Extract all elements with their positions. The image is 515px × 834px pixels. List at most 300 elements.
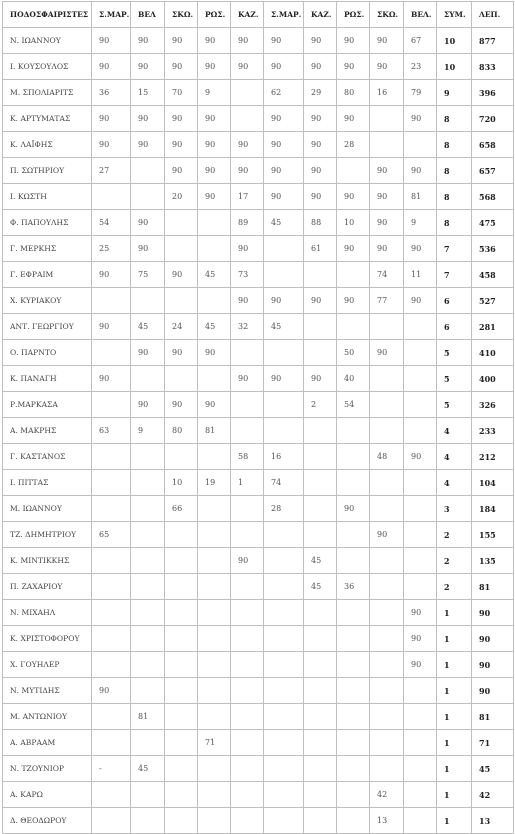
table-row [3, 626, 514, 652]
minutes-cell [198, 210, 231, 236]
minutes-cell: 90 [131, 392, 165, 418]
table-row [3, 184, 514, 210]
total-games-cell: 9 [437, 80, 472, 106]
header-row [3, 2, 514, 28]
player-name: Ο. ΠΑΡΝΤΟ [3, 340, 92, 366]
minutes-cell [337, 808, 370, 834]
minutes-cell: 90 [92, 28, 131, 54]
minutes-cell: 90 [165, 28, 198, 54]
minutes-cell [404, 132, 437, 158]
minutes-cell: 81 [404, 184, 437, 210]
minutes-cell: 90 [264, 132, 304, 158]
minutes-cell [198, 522, 231, 548]
minutes-cell [304, 444, 337, 470]
minutes-cell: 17 [231, 184, 264, 210]
minutes-cell [337, 600, 370, 626]
minutes-cell [337, 158, 370, 184]
player-name: Μ. ΣΠΟΛΙΑΡΙΤΣ [3, 80, 92, 106]
minutes-cell [198, 366, 231, 392]
player-name: Α. ΑΒΡΑΑΜ [3, 730, 92, 756]
total-minutes-cell: 90 [472, 678, 514, 704]
minutes-cell: 90 [231, 28, 264, 54]
minutes-cell: 89 [231, 210, 264, 236]
minutes-cell [304, 522, 337, 548]
minutes-cell: 45 [304, 548, 337, 574]
minutes-cell [337, 548, 370, 574]
table-row [3, 366, 514, 392]
minutes-cell [131, 652, 165, 678]
total-games-cell: 6 [437, 288, 472, 314]
minutes-cell [304, 626, 337, 652]
minutes-cell: 90 [370, 210, 404, 236]
minutes-cell: 90 [264, 54, 304, 80]
minutes-cell: 90 [198, 106, 231, 132]
header-col-9: ΣΚΩ. [370, 2, 404, 28]
player-name: Ρ.ΜΑΡΚΑΣΑ [3, 392, 92, 418]
minutes-cell: 90 [404, 106, 437, 132]
minutes-cell: 73 [231, 262, 264, 288]
minutes-cell: 90 [404, 158, 437, 184]
player-name: ΑΝΤ. ΓΕΩΡΓΙΟΥ [3, 314, 92, 340]
minutes-cell: 90 [131, 54, 165, 80]
minutes-cell: 90 [231, 366, 264, 392]
minutes-cell: 9 [131, 418, 165, 444]
minutes-cell: 90 [337, 288, 370, 314]
minutes-cell [337, 470, 370, 496]
minutes-cell: 81 [131, 704, 165, 730]
total-minutes-cell: 536 [472, 236, 514, 262]
minutes-cell: 90 [231, 236, 264, 262]
minutes-cell [165, 626, 198, 652]
minutes-cell [370, 106, 404, 132]
minutes-cell [337, 444, 370, 470]
player-name: Μ. ΑΝΤΩΝΙΟΥ [3, 704, 92, 730]
total-minutes-cell: 233 [472, 418, 514, 444]
total-games-cell: 6 [437, 314, 472, 340]
table-row [3, 522, 514, 548]
total-minutes-cell: 568 [472, 184, 514, 210]
header-player: ΠΟΔΟΣΦΑΙΡΙΣΤΕΣ [3, 2, 92, 28]
minutes-cell [131, 548, 165, 574]
minutes-cell: 90 [304, 184, 337, 210]
minutes-cell: 71 [198, 730, 231, 756]
minutes-cell [92, 548, 131, 574]
minutes-cell [165, 756, 198, 782]
minutes-cell [370, 574, 404, 600]
minutes-cell: 29 [304, 80, 337, 106]
minutes-cell [304, 782, 337, 808]
minutes-cell [131, 626, 165, 652]
minutes-cell [304, 262, 337, 288]
table-body [3, 28, 514, 834]
minutes-cell: 90 [92, 54, 131, 80]
minutes-cell: 10 [337, 210, 370, 236]
minutes-cell: 48 [370, 444, 404, 470]
table-row [3, 236, 514, 262]
minutes-cell: 20 [165, 184, 198, 210]
player-name: Μ. ΙΩΑΝΝΟΥ [3, 496, 92, 522]
minutes-cell [198, 288, 231, 314]
minutes-cell: 90 [92, 262, 131, 288]
minutes-cell: 90 [337, 54, 370, 80]
minutes-cell [198, 704, 231, 730]
player-name: Α. ΚΑΡΩ [3, 782, 92, 808]
table-row [3, 730, 514, 756]
minutes-cell [131, 808, 165, 834]
minutes-cell: 90 [131, 28, 165, 54]
minutes-cell [370, 470, 404, 496]
minutes-cell: 90 [404, 444, 437, 470]
minutes-cell [131, 288, 165, 314]
minutes-cell: 90 [165, 54, 198, 80]
table-row [3, 132, 514, 158]
table-row [3, 314, 514, 340]
total-games-cell: 1 [437, 730, 472, 756]
minutes-cell: 90 [264, 106, 304, 132]
minutes-cell [304, 652, 337, 678]
table-row [3, 756, 514, 782]
minutes-cell [264, 704, 304, 730]
minutes-cell: 90 [337, 236, 370, 262]
minutes-cell: 90 [131, 132, 165, 158]
player-name: Κ. ΧΡΙΣΤΟΦΟΡΟΥ [3, 626, 92, 652]
total-games-cell: 8 [437, 184, 472, 210]
minutes-cell [165, 600, 198, 626]
minutes-cell: 90 [131, 210, 165, 236]
total-games-cell: 5 [437, 366, 472, 392]
player-name: ΤΖ. ΔΗΜΗΤΡΙΟΥ [3, 522, 92, 548]
table-row [3, 470, 514, 496]
minutes-cell: 90 [404, 652, 437, 678]
minutes-cell [231, 496, 264, 522]
minutes-cell [404, 756, 437, 782]
table-row [3, 28, 514, 54]
minutes-cell: 45 [264, 314, 304, 340]
minutes-cell [131, 600, 165, 626]
total-games-cell: 1 [437, 600, 472, 626]
minutes-cell [370, 392, 404, 418]
minutes-cell [264, 730, 304, 756]
minutes-cell [131, 184, 165, 210]
total-minutes-cell: 155 [472, 522, 514, 548]
minutes-cell: 19 [198, 470, 231, 496]
minutes-cell [337, 418, 370, 444]
table-row [3, 600, 514, 626]
minutes-cell: 74 [370, 262, 404, 288]
minutes-cell [131, 522, 165, 548]
minutes-cell [337, 678, 370, 704]
minutes-cell: 75 [131, 262, 165, 288]
total-games-cell: 3 [437, 496, 472, 522]
header-col-11: ΣΥΜ. [437, 2, 472, 28]
minutes-cell: 70 [165, 80, 198, 106]
minutes-cell [198, 600, 231, 626]
minutes-cell [131, 158, 165, 184]
minutes-cell [304, 314, 337, 340]
minutes-cell: 90 [304, 106, 337, 132]
minutes-cell: 45 [198, 262, 231, 288]
total-minutes-cell: 71 [472, 730, 514, 756]
total-games-cell: 1 [437, 652, 472, 678]
minutes-cell [264, 652, 304, 678]
minutes-cell [198, 444, 231, 470]
minutes-cell [304, 496, 337, 522]
minutes-cell: 90 [304, 366, 337, 392]
total-minutes-cell: 45 [472, 756, 514, 782]
minutes-cell: 27 [92, 158, 131, 184]
header-col-5: ΚΑΖ. [231, 2, 264, 28]
minutes-cell: 23 [404, 54, 437, 80]
total-games-cell: 2 [437, 548, 472, 574]
player-name: Δ. ΘΕΟΔΩΡΟΥ [3, 808, 92, 834]
total-minutes-cell: 42 [472, 782, 514, 808]
table-row [3, 652, 514, 678]
minutes-cell: 90 [370, 158, 404, 184]
total-minutes-cell: 212 [472, 444, 514, 470]
minutes-cell: 54 [337, 392, 370, 418]
minutes-cell [370, 314, 404, 340]
player-name: Π. ΣΩΤΗΡΙΟΥ [3, 158, 92, 184]
minutes-cell [131, 444, 165, 470]
minutes-cell [198, 236, 231, 262]
minutes-cell [337, 262, 370, 288]
total-games-cell: 1 [437, 808, 472, 834]
table-row [3, 678, 514, 704]
minutes-cell [337, 314, 370, 340]
minutes-cell: 90 [165, 392, 198, 418]
minutes-cell: 90 [304, 158, 337, 184]
minutes-cell [404, 366, 437, 392]
minutes-cell [370, 132, 404, 158]
player-name: Γ. ΕΦΡΑΙΜ [3, 262, 92, 288]
minutes-cell: 36 [92, 80, 131, 106]
table-row [3, 574, 514, 600]
minutes-cell: 90 [165, 132, 198, 158]
minutes-cell: 90 [370, 522, 404, 548]
minutes-cell [131, 496, 165, 522]
minutes-cell: 79 [404, 80, 437, 106]
total-games-cell: 8 [437, 132, 472, 158]
header-col-10: ΒΕΛ. [404, 2, 437, 28]
total-games-cell: 10 [437, 54, 472, 80]
minutes-cell: 62 [264, 80, 304, 106]
minutes-cell: 90 [198, 54, 231, 80]
minutes-cell [264, 782, 304, 808]
minutes-cell [165, 366, 198, 392]
minutes-cell: 90 [337, 496, 370, 522]
total-games-cell: 5 [437, 340, 472, 366]
minutes-cell: 90 [165, 158, 198, 184]
minutes-cell [370, 704, 404, 730]
total-games-cell: 1 [437, 756, 472, 782]
minutes-cell [264, 756, 304, 782]
minutes-cell [370, 496, 404, 522]
minutes-cell [404, 470, 437, 496]
player-name: Ι. ΚΟΥΣΟΥΛΟΣ [3, 54, 92, 80]
minutes-cell: 90 [131, 340, 165, 366]
minutes-cell: 90 [131, 106, 165, 132]
minutes-cell: 65 [92, 522, 131, 548]
minutes-cell [231, 704, 264, 730]
minutes-cell [231, 418, 264, 444]
minutes-cell: 24 [165, 314, 198, 340]
minutes-cell: 90 [165, 340, 198, 366]
minutes-cell: 80 [165, 418, 198, 444]
total-games-cell: 1 [437, 704, 472, 730]
minutes-cell [404, 314, 437, 340]
total-games-cell: 4 [437, 470, 472, 496]
minutes-cell: 90 [337, 106, 370, 132]
minutes-cell [337, 756, 370, 782]
header-col-4: ΡΩΣ. [198, 2, 231, 28]
minutes-cell [165, 652, 198, 678]
minutes-cell [304, 756, 337, 782]
minutes-cell [370, 730, 404, 756]
minutes-cell: 90 [198, 132, 231, 158]
minutes-cell [92, 652, 131, 678]
minutes-cell [231, 652, 264, 678]
minutes-cell [131, 470, 165, 496]
minutes-cell: 90 [231, 288, 264, 314]
minutes-cell [370, 418, 404, 444]
minutes-cell [404, 522, 437, 548]
minutes-cell [165, 236, 198, 262]
total-minutes-cell: 326 [472, 392, 514, 418]
minutes-cell [337, 704, 370, 730]
total-games-cell: 1 [437, 678, 472, 704]
minutes-cell [198, 756, 231, 782]
minutes-cell [92, 704, 131, 730]
minutes-cell: 15 [131, 80, 165, 106]
minutes-cell: 77 [370, 288, 404, 314]
minutes-cell: 16 [370, 80, 404, 106]
minutes-cell [198, 678, 231, 704]
minutes-cell [264, 574, 304, 600]
minutes-cell: 45 [264, 210, 304, 236]
minutes-cell: 90 [370, 28, 404, 54]
minutes-cell [404, 340, 437, 366]
minutes-cell [264, 548, 304, 574]
header-col-12: ΛΕΠ. [472, 2, 514, 28]
minutes-cell [370, 626, 404, 652]
minutes-cell [404, 392, 437, 418]
minutes-cell: 90 [404, 600, 437, 626]
minutes-cell: 67 [404, 28, 437, 54]
minutes-cell [165, 730, 198, 756]
minutes-cell: 90 [92, 132, 131, 158]
table-row [3, 704, 514, 730]
minutes-cell [165, 522, 198, 548]
minutes-cell [165, 210, 198, 236]
minutes-cell: 90 [198, 184, 231, 210]
minutes-cell [264, 600, 304, 626]
minutes-cell [131, 730, 165, 756]
minutes-cell [231, 106, 264, 132]
minutes-cell [165, 782, 198, 808]
minutes-cell [231, 600, 264, 626]
minutes-cell: 90 [264, 28, 304, 54]
minutes-cell [231, 522, 264, 548]
minutes-cell [264, 392, 304, 418]
minutes-cell [404, 496, 437, 522]
total-minutes-cell: 877 [472, 28, 514, 54]
minutes-cell [404, 730, 437, 756]
minutes-cell [264, 236, 304, 262]
minutes-cell [165, 574, 198, 600]
minutes-cell [92, 288, 131, 314]
total-minutes-cell: 135 [472, 548, 514, 574]
minutes-cell [92, 808, 131, 834]
total-games-cell: 7 [437, 262, 472, 288]
minutes-cell [92, 574, 131, 600]
player-name: Χ. ΚΥΡΙΑΚΟΥ [3, 288, 92, 314]
total-games-cell: 1 [437, 782, 472, 808]
minutes-cell [165, 548, 198, 574]
minutes-cell: 88 [304, 210, 337, 236]
minutes-cell [92, 392, 131, 418]
header-col-3: ΣΚΩ. [165, 2, 198, 28]
header-col-2: ΒΕΛ [131, 2, 165, 28]
total-minutes-cell: 657 [472, 158, 514, 184]
minutes-cell [404, 704, 437, 730]
table-row [3, 106, 514, 132]
player-name: Γ. ΚΑΣΤΑΝΟΣ [3, 444, 92, 470]
minutes-cell [92, 626, 131, 652]
minutes-cell [92, 470, 131, 496]
total-minutes-cell: 281 [472, 314, 514, 340]
minutes-cell [337, 730, 370, 756]
total-minutes-cell: 184 [472, 496, 514, 522]
minutes-cell [370, 756, 404, 782]
minutes-cell: 90 [231, 132, 264, 158]
minutes-cell: 90 [198, 28, 231, 54]
minutes-cell [92, 600, 131, 626]
minutes-cell [304, 678, 337, 704]
player-name: Ν. ΤΖΟΥΝΙΟΡ [3, 756, 92, 782]
minutes-cell: 90 [370, 236, 404, 262]
minutes-cell [370, 548, 404, 574]
table-row [3, 158, 514, 184]
minutes-cell: 90 [370, 54, 404, 80]
player-name: Π. ΖΑΧΑΡΙΟΥ [3, 574, 92, 600]
minutes-cell [92, 444, 131, 470]
minutes-cell [231, 730, 264, 756]
total-games-cell: 8 [437, 106, 472, 132]
header-col-6: Σ.ΜΑΡ. [264, 2, 304, 28]
table-row [3, 54, 514, 80]
player-name: Κ. ΠΑΝΑΓΗ [3, 366, 92, 392]
minutes-cell [165, 678, 198, 704]
minutes-cell: 90 [264, 158, 304, 184]
header-col-1: Σ.ΜΑΡ. [92, 2, 131, 28]
minutes-cell [264, 808, 304, 834]
minutes-cell [370, 366, 404, 392]
minutes-cell: 90 [231, 548, 264, 574]
minutes-cell [92, 496, 131, 522]
minutes-cell: 36 [337, 574, 370, 600]
minutes-cell: 90 [198, 392, 231, 418]
minutes-cell: 90 [92, 678, 131, 704]
minutes-cell: 90 [404, 288, 437, 314]
minutes-cell [404, 418, 437, 444]
minutes-cell [231, 782, 264, 808]
table-row [3, 808, 514, 834]
player-name: Ν. ΙΩΑΝΝΟΥ [3, 28, 92, 54]
minutes-cell [231, 392, 264, 418]
minutes-cell: 13 [370, 808, 404, 834]
minutes-cell [304, 808, 337, 834]
minutes-cell [337, 652, 370, 678]
